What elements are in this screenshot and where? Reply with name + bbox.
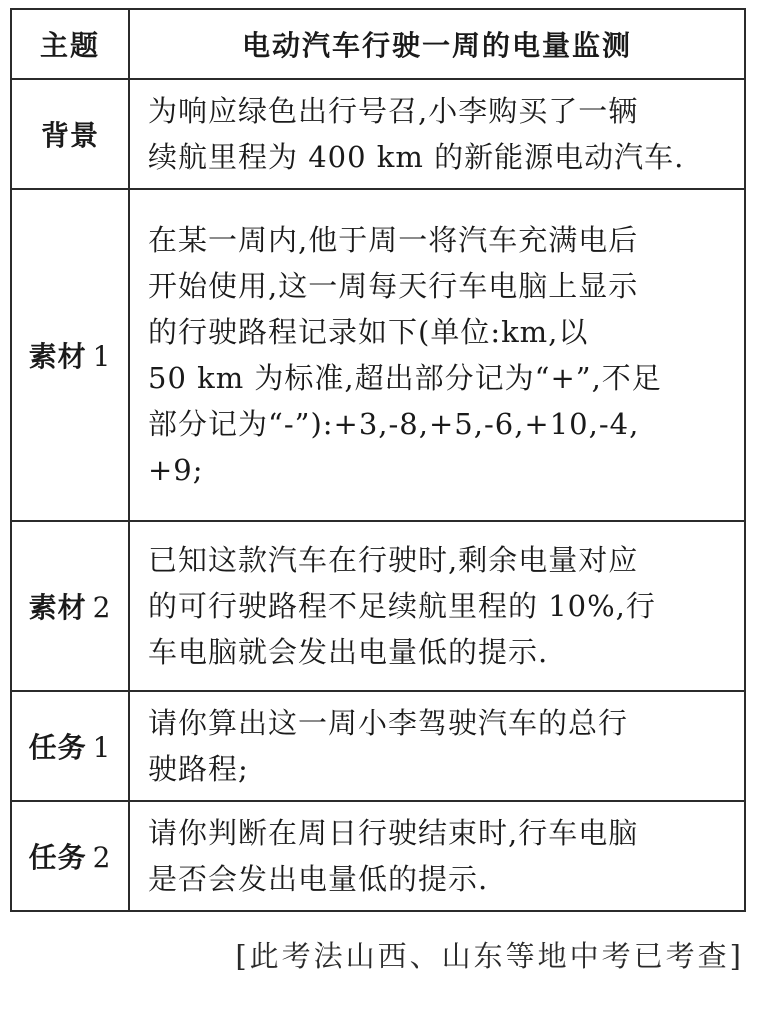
content-line: 驶路程; — [148, 752, 249, 786]
row-label-number: 2 — [92, 591, 112, 624]
row-label-number: 1 — [92, 340, 112, 373]
header-title-cell: 电动汽车行驶一周的电量监测 — [129, 9, 745, 79]
row-content-material-1 — [129, 189, 745, 521]
row-label-number: 2 — [92, 841, 112, 874]
row-content-material-2 — [129, 521, 745, 691]
row-label-task-1 — [11, 691, 129, 801]
row-label-number: 1 — [92, 731, 112, 764]
table-row-task-1 — [11, 691, 745, 801]
row-label-material-1 — [11, 189, 129, 521]
content-line: 部分记为“-”):+3,-8,+5,-6,+10,-4, — [148, 407, 640, 441]
content-line: 请你算出这一周小李驾驶汽车的总行 — [148, 706, 629, 740]
problem-table — [10, 8, 746, 912]
header-label-cell: 主题 — [11, 9, 129, 79]
content-line: 的可行驶路程不足续航里程的 10%,行 — [148, 589, 656, 623]
table-row-material-2 — [11, 521, 745, 691]
row-label-text: 素材 — [28, 591, 87, 624]
content-line: 车电脑就会发出电量低的提示. — [148, 635, 549, 669]
row-label-text: 任务 — [28, 731, 87, 764]
table-row-material-1 — [11, 189, 745, 521]
content-line: 是否会发出电量低的提示. — [148, 862, 489, 896]
table-row-task-2 — [11, 801, 745, 911]
source-note: [此考法山西、山东等地中考已考查] — [235, 939, 744, 973]
row-label-material-2 — [11, 521, 129, 691]
content-line: 50 km 为标准,超出部分记为“+”,不足 — [148, 361, 662, 395]
problem-table-container — [10, 8, 744, 912]
content-line: 开始使用,这一周每天行车电脑上显示 — [148, 269, 639, 303]
content-line: 在某一周内,他于周一将汽车充满电后 — [148, 223, 639, 257]
content-line: +9; — [148, 453, 204, 487]
content-line: 已知这款汽车在行驶时,剩余电量对应 — [148, 543, 639, 577]
row-label-text: 背景 — [40, 119, 99, 152]
row-content-background — [129, 79, 745, 189]
row-label-background — [11, 79, 129, 189]
content-line: 请你判断在周日行驶结束时,行车电脑 — [148, 816, 639, 850]
table-row-background — [11, 79, 745, 189]
row-content-task-1 — [129, 691, 745, 801]
row-label-text: 素材 — [28, 340, 87, 373]
content-line: 的行驶路程记录如下(单位:km,以 — [148, 315, 589, 349]
row-label-task-2 — [11, 801, 129, 911]
row-label-text: 任务 — [28, 841, 87, 874]
content-line: 续航里程为 400 km 的新能源电动汽车. — [148, 140, 685, 174]
content-line: 为响应绿色出行号召,小李购买了一辆 — [148, 94, 639, 128]
row-content-task-2 — [129, 801, 745, 911]
table-header-row — [11, 9, 745, 79]
